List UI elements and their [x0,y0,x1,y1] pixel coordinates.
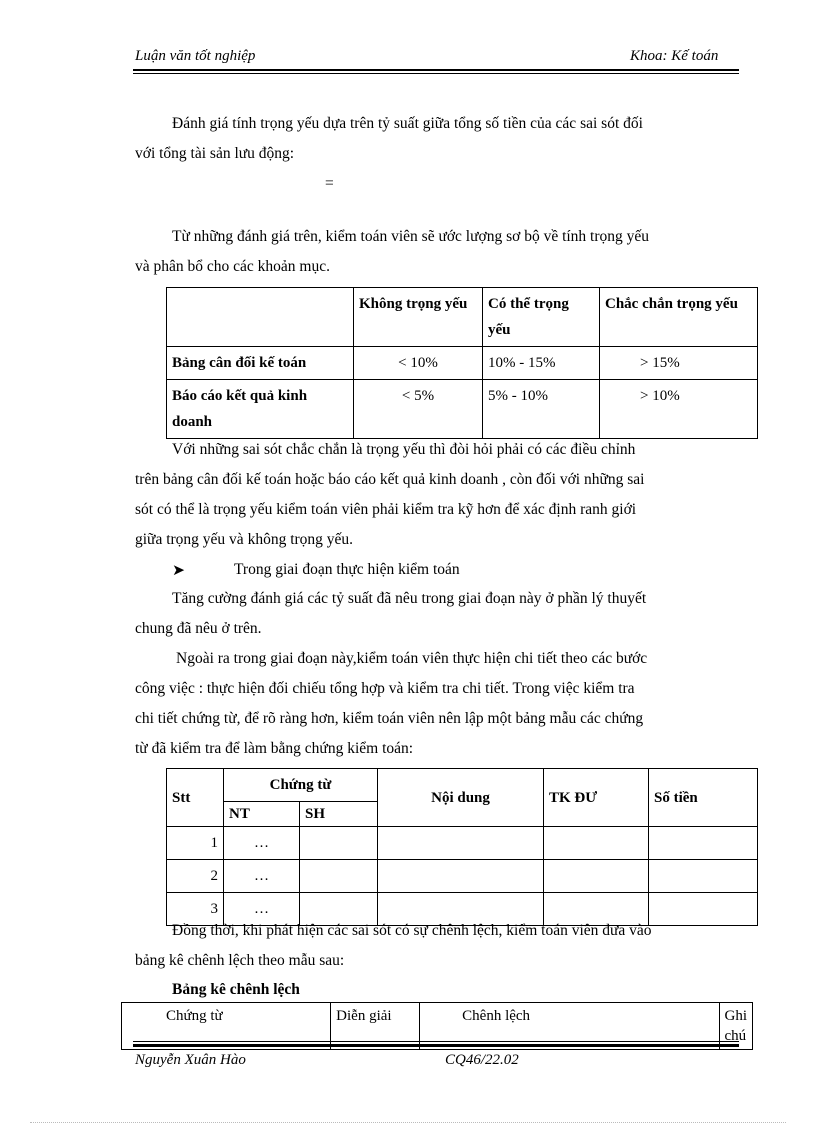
voucher-table [166,768,758,926]
para4-line1: Tăng cường đánh giá các tỷ suất đã nêu trong giai đoạn này ở phần lý thuyết [172,590,647,607]
para6-line2: bảng kê chênh lệch theo mẫu sau: [135,952,345,969]
table-header: TK ĐƯ [544,769,649,827]
footer-author: Nguyễn Xuân Hào [135,1052,246,1068]
para3-line3: sót có thể là trọng yếu kiểm toán viên phải kiểm tra kỹ hơn để xác định ranh giới [135,501,637,518]
table-row [167,769,758,802]
table-cell [300,860,378,893]
para2-line1: Từ những đánh giá trên, kiểm toán viên sẽ ước lượng sơ bộ về tính trọng yếu [172,228,650,245]
table-cell [544,827,649,860]
table-cell: 10% - 15% [483,347,600,380]
para3-line1: Với những sai sót chắc chắn là trọng yếu thì đòi hỏi phải có các điều chỉnh [172,441,636,458]
header-right: Khoa: Kế toán [630,48,719,64]
table-cell: … [224,827,300,860]
equals-sign: = [325,175,334,192]
diff-table [121,1002,753,1050]
table-cell [167,288,354,347]
table-cell: < 5% [354,380,483,439]
table-cell: 1 [167,827,224,860]
table-header: Diễn giải [331,1003,420,1050]
table-header: NT [224,802,300,827]
para3-line2: trên bảng cân đối kế toán hoặc báo cáo kết quả kinh doanh , còn đối với những sai [135,471,645,488]
header-left: Luận văn tốt nghiệp [135,48,256,64]
table-cell: Báo cáo kết quả kinh doanh [167,380,354,439]
table-cell: Bảng cân đối kế toán [167,347,354,380]
table-cell: > 15% [600,347,758,380]
table-cell: 3 [167,893,224,926]
table-row [122,1003,753,1050]
table-header: Chắc chắn trọng yếu [600,288,758,347]
para5-line2: công việc : thực hiện đối chiếu tổng hợp và kiểm tra chi tiết. Trong việc kiểm tra [135,680,635,697]
table-cell [378,827,544,860]
table-row [167,288,758,347]
table-cell: < 10% [354,347,483,380]
footer-class-code: CQ46/22.02 [445,1052,519,1068]
table-header: Chứng từ [122,1003,331,1050]
header-rule-thin [133,73,739,74]
table-cell [649,827,758,860]
table-cell: 5% - 10% [483,380,600,439]
table-header: Có thể trọng yếu [483,288,600,347]
table-cell [544,893,649,926]
table-row [167,893,758,926]
bullet-text: Trong giai đoạn thực hiện kiểm toán [234,561,460,578]
table-row [167,347,758,380]
bullet-arrow-icon: ➤ [172,562,185,579]
materiality-table [166,287,758,439]
para1-line1: Đánh giá tính trọng yếu dựa trên tỷ suất giữa tổng số tiền của các sai sót đối [172,115,643,132]
para6-line1: Đồng thời, khi phát hiện các sai sót có sự chênh lệch, kiểm toán viên đưa vào [172,922,652,939]
table-cell: … [224,893,300,926]
para3-line4: giữa trọng yếu và không trọng yếu. [135,531,354,548]
para1-line2: với tổng tài sản lưu động: [135,145,295,162]
table-header: Chênh lệch [420,1003,719,1050]
table-cell [649,860,758,893]
table-header: Ghi chú [719,1003,753,1050]
table-header: Stt [167,769,224,827]
table-header: SH [300,802,378,827]
table-cell [649,893,758,926]
table-cell [378,893,544,926]
para2-line2: và phân bổ cho các khoản mục. [135,258,330,275]
table-cell [378,860,544,893]
table-cell: 2 [167,860,224,893]
table-cell [300,893,378,926]
table-header: Không trọng yếu [354,288,483,347]
table-cell [544,860,649,893]
table-header: Số tiền [649,769,758,827]
table-row [167,380,758,439]
diff-table-title: Bảng kê chênh lệch [172,981,300,998]
table-header: Nội dung [378,769,544,827]
table-header: Chứng từ [224,769,378,802]
table-cell [300,827,378,860]
footer-rule [133,1044,739,1047]
table-row [167,827,758,860]
para5-line1: Ngoài ra trong giai đoạn này,kiểm toán viên thực hiện chi tiết theo các bước [176,650,648,667]
para4-line2: chung đã nêu ở trên. [135,620,262,637]
table-cell: > 10% [600,380,758,439]
para5-line3: chi tiết chứng từ, để rõ ràng hơn, kiểm toán viên nên lập một bảng mẫu các chứng [135,710,644,727]
table-row [167,860,758,893]
header-rule [133,69,739,71]
footer-rule-thin [133,1041,739,1042]
table-cell: … [224,860,300,893]
para5-line4: từ đã kiểm tra để làm bằng chứng kiểm toán: [135,740,414,757]
